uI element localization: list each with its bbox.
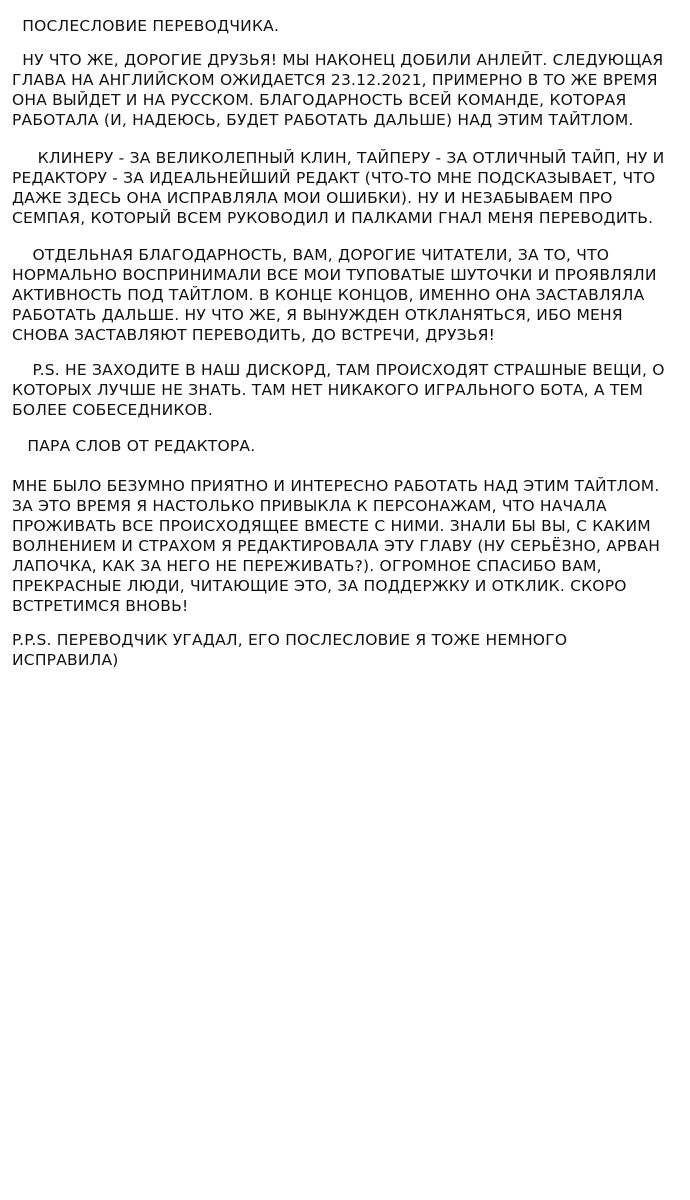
editor-paragraph: МНЕ БЫЛО БЕЗУМНО ПРИЯТНО И ИНТЕРЕСНО РАБОТАТЬ НАД ЭТИМ ТАЙТЛОМ. ЗА ЭТО ВРЕМЯ Я НАСТОЛЬКО ПРИВЫКЛА К ПЕРСОНАЖАМ, ЧТО НАЧАЛА ПРОЖИВАТЬ ВСЕ ПРОИСХОДЯЩЕЕ ВМЕСТЕ С НИМИ. ЗНАЛИ БЫ ВЫ, С КАКИМ ВОЛНЕНИЕМ И СТРАХОМ Я РЕДАКТИРОВАЛА ЭТУ ГЛАВУ (НУ СЕРЬЁЗНО, АРВАН ЛАПОЧКА, КАК ЗА НЕГО НЕ ПЕРЕЖИВАТЬ?). ОГРОМНОЕ СПАСИБО ВАМ, ПРЕКРАСНЫЕ ЛЮДИ, ЧИТАЮЩИЕ ЭТО, ЗА ПОДДЕРЖКУ И ОТКЛИК. СКОРО ВСТРЕТИМСЯ ВНОВЬ! [12, 477, 661, 615]
thanks-paragraph: НУ ЧТО ЖЕ, ДОРОГИЕ ДРУЗЬЯ! МЫ НАКОНЕЦ ДОБИЛИ АНЛЕЙТ. СЛЕДУЮЩАЯ ГЛАВА НА АНГЛИЙСКОМ ОЖИДАЕТСЯ 23.12.2021, ПРИМЕРНО В ТО ЖЕ ВРЕМЯ ОНА ВЫЙДЕТ И НА РУССКОМ. БЛАГОДАРНОСТЬ ВСЕЙ КОМАНДЕ, КОТОРАЯ РАБОТАЛА (И, НАДЕЮСЬ, БУДЕТ РАБОТАТЬ ДАЛЬШЕ) НАД ЭТИМ ТАЙТЛОМ. [12, 51, 664, 129]
editor-words-heading: ПАРА СЛОВ ОТ РЕДАКТОРА. [12, 437, 256, 455]
readers-thanks-paragraph: ОТДЕЛЬНАЯ БЛАГОДАРНОСТЬ, ВАМ, ДОРОГИЕ ЧИТАТЕЛИ, ЗА ТО, ЧТО НОРМАЛЬНО ВОСПРИНИМАЛИ ВСЕ МОИ ТУПОВАТЫЕ ШУТОЧКИ И ПРОЯВЛЯЛИ АКТИВНОСТЬ ПОД ТАЙТЛОМ. В КОНЦЕ КОНЦОВ, ИМЕННО ОНА ЗАСТАВЛЯЛА РАБОТАТЬ ДАЛЬШЕ. НУ ЧТО ЖЕ, Я ВЫНУЖДЕН ОТКЛАНЯТЬСЯ, ИБО МЕНЯ СНОВА ЗАСТАВЛЯЮТ ПЕРЕВОДИТЬ, ДО ВСТРЕЧИ, ДРУЗЬЯ! [12, 246, 657, 344]
ps-paragraph: P.S. НЕ ЗАХОДИТЕ В НАШ ДИСКОРД, ТАМ ПРОИСХОДЯТ СТРАШНЫЕ ВЕЩИ, О КОТОРЫХ ЛУЧШЕ НЕ ЗНАТЬ. ТАМ НЕТ НИКАКОГО ИГРАЛЬНОГО БОТА, А ТЕМ БОЛЕЕ СОБЕСЕДНИКОВ. [12, 361, 665, 419]
pps-paragraph: P.P.S. ПЕРЕВОДЧИК УГАДАЛ, ЕГО ПОСЛЕСЛОВИЕ Я ТОЖЕ НЕМНОГО ИСПРАВИЛА) [12, 631, 568, 669]
team-credits-paragraph: КЛИНЕРУ - ЗА ВЕЛИКОЛЕПНЫЙ КЛИН, ТАЙПЕРУ - ЗА ОТЛИЧНЫЙ ТАЙП, НУ И РЕДАКТОРУ - ЗА ИДЕАЛЬНЕЙШИЙ РЕДАКТ (ЧТО-ТО МНЕ ПОДСКАЗЫВАЕТ, ЧТО ДАЖЕ ЗДЕСЬ ОНА ИСПРАВЛЯЛА МОИ ОШИБКИ). НУ И НЕЗАБЫВАЕМ ПРО СЕМПАЯ, КОТОРЫЙ ВСЕМ РУКОВОДИЛ И ПАЛКАМИ ГНАЛ МЕНЯ ПЕРЕВОДИТЬ. [12, 149, 665, 227]
translator-afterword-heading: ПОСЛЕСЛОВИЕ ПЕРЕВОДЧИКА. [12, 17, 280, 35]
